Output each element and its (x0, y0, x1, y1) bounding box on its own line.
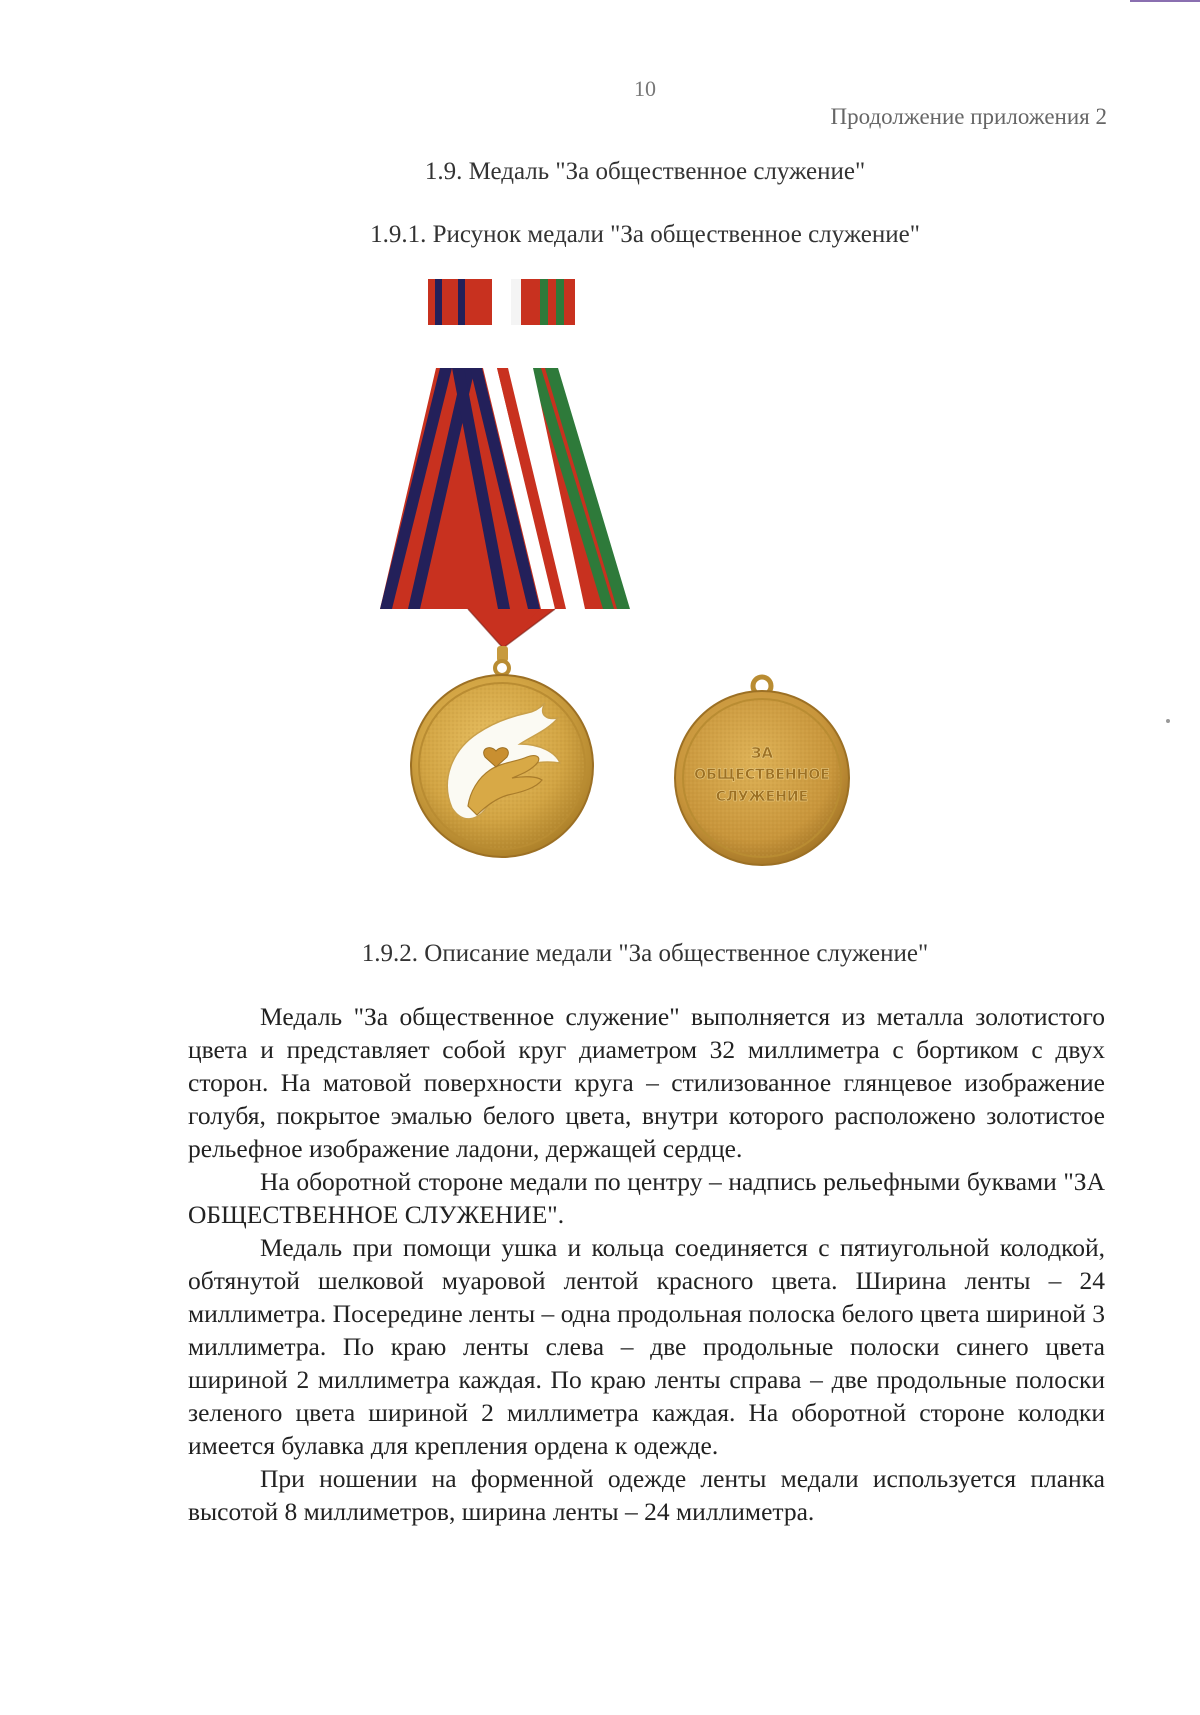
reverse-inscription-line-1: ЗА (750, 744, 774, 762)
medal-ribbon (380, 368, 630, 648)
medal-reverse (675, 677, 849, 865)
section-heading: 1.9. Медаль "За общественное служение" (424, 158, 866, 185)
medal-obverse (411, 675, 593, 857)
description-heading: 1.9.2. Описание медали "За общественное служение" (361, 940, 929, 967)
paragraph-4: При ношении на форменной одежде ленты медали используется планка высотой 8 миллиметров, ширина ленты – 24 миллиметра. (188, 1464, 1105, 1526)
paragraph-2: На оборотной стороне медали по центру – надпись рельефными буквами "ЗА ОБЩЕСТВЕННОЕ СЛУЖЕНИЕ". (188, 1167, 1105, 1229)
paragraph-1: Медаль "За общественное служение" выполняется из металла золотистого цвета и представляет собой круг диаметром 32 миллиметра с бортиком с двух сторон. На матовой поверхности круга – стилизованное глянцевое изображение голубя, покрытое эмалью белого цвета, внутри которого расположено золотистое рельефное изображение ладони, держащей сердце. (188, 1002, 1105, 1163)
reverse-inscription-line-2: ОБЩЕСТВЕННОЕ (694, 767, 830, 783)
scan-speck (1166, 719, 1170, 723)
ribbon-bar-left (428, 279, 492, 325)
description-body (188, 1000, 1105, 1528)
ribbon-bar-right (511, 279, 575, 325)
medal-eyelet (495, 646, 509, 675)
figure-heading: 1.9.1. Рисунок медали "За общественное служение" (370, 221, 920, 248)
appendix-continuation: Продолжение приложения 2 (830, 104, 1107, 129)
reverse-inscription-line-3: СЛУЖЕНИЕ (715, 789, 809, 805)
paragraph-3: Медаль при помощи ушка и кольца соединяется с пятиугольной колодкой, обтянутой шелковой муаровой лентой красного цвета. Ширина ленты – 24 миллиметра. Посередине ленты – одна продольная полоска белого цвета шириной 3 миллиметра. По краю ленты слева – две продольные полоски синего цвета шириной 2 миллиметра каждая. По краю ленты справа – две продольные полоски зеленого цвета шириной 2 миллиметра каждая. На оборотной стороне колодки имеется булавка для крепления ордена к одежде. (188, 1233, 1105, 1460)
page-number: 10 (634, 76, 656, 101)
